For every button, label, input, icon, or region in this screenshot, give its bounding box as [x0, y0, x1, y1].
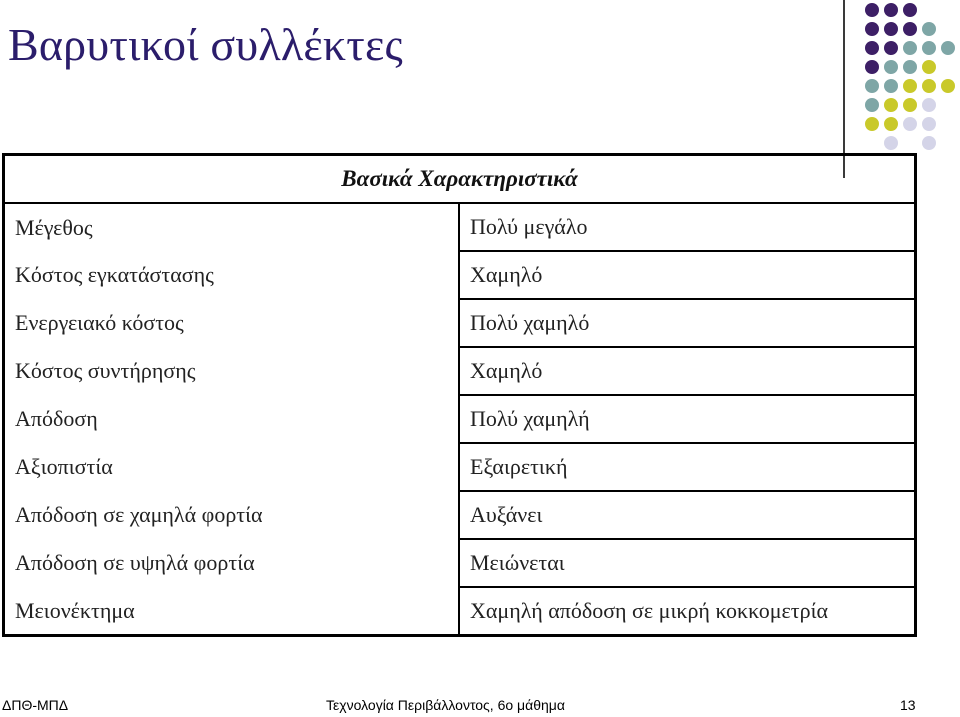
- row-value: Χαμηλό: [459, 347, 916, 395]
- row-label: Απόδοση σε υψηλά φορτία: [4, 539, 460, 587]
- decorative-dot: [884, 41, 898, 55]
- decorative-dot: [865, 79, 879, 93]
- table-row: [4, 251, 916, 299]
- decorative-dot: [903, 98, 917, 112]
- decorative-dot: [903, 60, 917, 74]
- decorative-dot: [884, 117, 898, 131]
- row-value: Πολύ χαμηλό: [459, 299, 916, 347]
- decorative-dot: [865, 22, 879, 36]
- decorative-dot: [884, 98, 898, 112]
- decorative-dot: [884, 60, 898, 74]
- row-label: Απόδοση σε χαμηλά φορτία: [4, 491, 460, 539]
- decorative-vertical-line: [843, 0, 845, 178]
- row-label: Απόδοση: [4, 395, 460, 443]
- decorative-dot: [865, 117, 879, 131]
- row-label: Μέγεθος: [4, 203, 460, 251]
- row-value: Μειώνεται: [459, 539, 916, 587]
- decorative-dot: [903, 79, 917, 93]
- row-value: Εξαιρετική: [459, 443, 916, 491]
- row-label: Αξιοπιστία: [4, 443, 460, 491]
- footer-course: Τεχνολογία Περιβάλλοντος, 6ο μάθημα: [326, 697, 565, 713]
- decorative-dot: [922, 136, 936, 150]
- decorative-dot: [865, 3, 879, 17]
- table-row: [4, 539, 916, 587]
- decorative-dot: [865, 41, 879, 55]
- decorative-dot: [865, 98, 879, 112]
- table-row: [4, 299, 916, 347]
- row-label: Κόστος συντήρησης: [4, 347, 460, 395]
- decorative-dot: [884, 3, 898, 17]
- table-row: [4, 587, 916, 636]
- decorative-dot: [922, 22, 936, 36]
- decorative-dot: [903, 3, 917, 17]
- decorative-dot: [903, 117, 917, 131]
- table-row: [4, 491, 916, 539]
- row-value: Πολύ μεγάλο: [459, 203, 916, 251]
- table-row: [4, 443, 916, 491]
- decorative-dot: [941, 79, 955, 93]
- table-row: [4, 203, 916, 251]
- characteristics-table: [2, 153, 917, 637]
- decorative-dot: [884, 79, 898, 93]
- decorative-dot: [865, 60, 879, 74]
- decorative-dot: [941, 41, 955, 55]
- table-header: Βασικά Χαρακτηριστικά: [4, 155, 916, 204]
- footer-institution: ΔΠΘ-ΜΠΔ: [2, 697, 69, 713]
- row-label: Μειονέκτημα: [4, 587, 460, 636]
- table-row: [4, 395, 916, 443]
- decorative-dot: [884, 136, 898, 150]
- table-row: [4, 347, 916, 395]
- footer-page-number: 13: [900, 697, 916, 713]
- decorative-dot: [922, 41, 936, 55]
- row-value: Χαμηλό: [459, 251, 916, 299]
- table-header-row: [4, 155, 916, 204]
- row-value: Χαμηλή απόδοση σε μικρή κοκκομετρία: [459, 587, 916, 636]
- decorative-dot: [922, 117, 936, 131]
- row-label: Κόστος εγκατάστασης: [4, 251, 460, 299]
- row-label: Ενεργειακό κόστος: [4, 299, 460, 347]
- slide-title: Βαρυτικοί συλλέκτες: [8, 19, 403, 70]
- row-value: Αυξάνει: [459, 491, 916, 539]
- decorative-dot: [922, 60, 936, 74]
- decorative-dot: [903, 22, 917, 36]
- decorative-dot: [903, 41, 917, 55]
- decorative-dot: [922, 98, 936, 112]
- decorative-dot: [922, 79, 936, 93]
- decorative-dot: [884, 22, 898, 36]
- row-value: Πολύ χαμηλή: [459, 395, 916, 443]
